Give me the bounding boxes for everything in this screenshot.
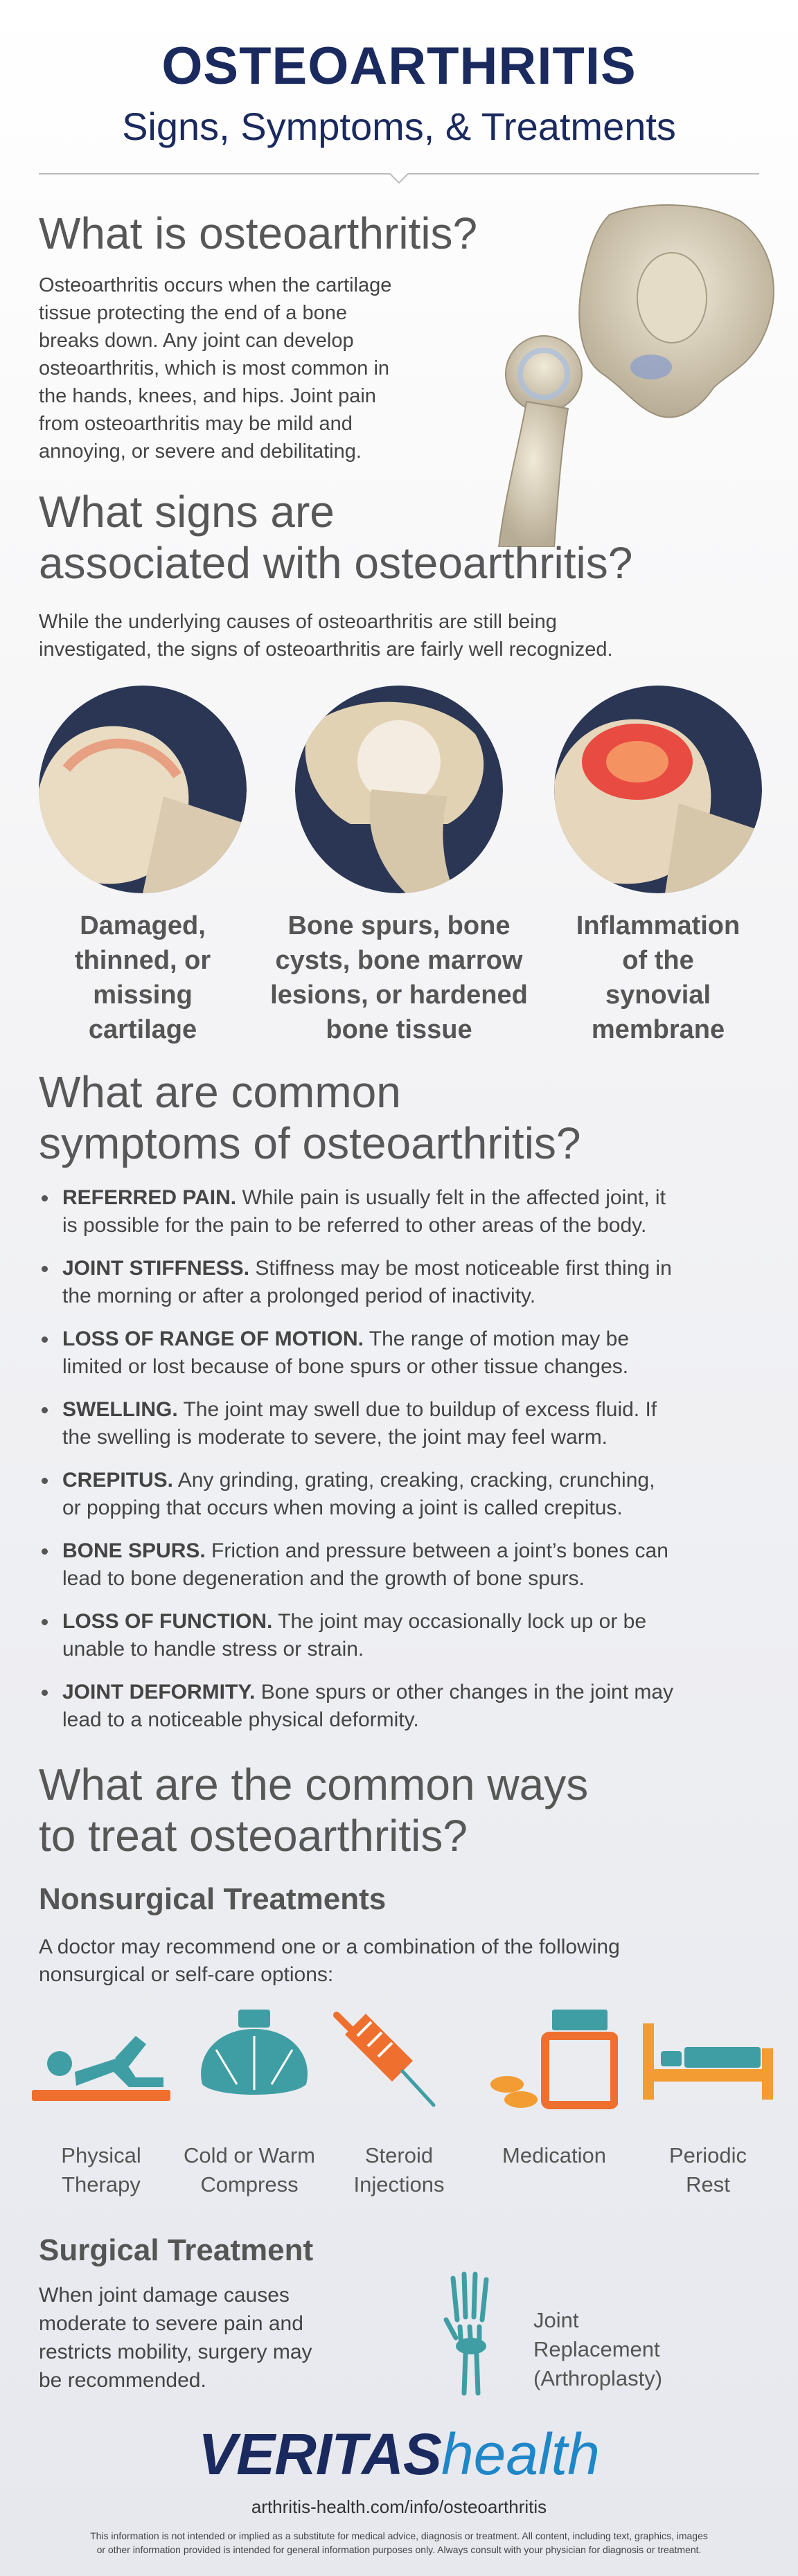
- treatment-label-physical-therapy: Physical Therapy: [61, 2143, 141, 2197]
- symptom-item: CREPITUS. Any grinding, grating, creaking, cracking, crunching, or popping that occurs when moving a joint is called crepitus.: [39, 1467, 773, 1522]
- sign-label-inflammation: Inflammation of the synovial membrane: [576, 911, 741, 1044]
- bone-spurs-image: [295, 686, 503, 893]
- treat-heading-line2: to treat osteoarthritis?: [39, 1811, 468, 1861]
- divider-notch-icon: [389, 173, 409, 193]
- what-is-line: breaks down. Any joint can develop: [39, 330, 354, 352]
- inflammation-image: [554, 686, 762, 893]
- treat-heading-line1: What are the common ways: [39, 1760, 589, 1809]
- disclaimer: This information is not intended or implied as a substitute for medical advice, diagnosis or treatment. All content, including text, graphics, images or other information provided is intended for general information purposes only. Always consult with your physician for diagnosis or treatment.: [90, 2530, 708, 2555]
- treatment-label-injections: Steroid Injections: [353, 2143, 445, 2197]
- veritas-logo: VERITAShealth: [198, 2422, 600, 2487]
- surgical-text: When joint damage causes moderate to severe pain and restricts mobility, surgery may be recommended.: [39, 2284, 312, 2392]
- what-is-line: the hands, knees, and hips. Joint pain: [39, 385, 376, 407]
- hand-skeleton-icon: [443, 2271, 499, 2396]
- sign-label-cartilage: Damaged, thinned, or missing cartilage: [74, 911, 211, 1044]
- nonsurgical-intro-line2: nonsurgical or self-care options:: [39, 1963, 334, 1986]
- surgical-heading: Surgical Treatment: [39, 2233, 314, 2267]
- physical-therapy-icon: [32, 2008, 170, 2105]
- what-is-line: tissue protecting the end of a bone: [39, 302, 347, 324]
- what-is-heading: What is osteoarthritis?: [39, 208, 478, 258]
- symptom-item: REFERRED PAIN. While pain is usually felt in the affected joint, it is possible for the pain to be referred to other areas of the body.: [39, 1184, 773, 1240]
- pill-bottle-icon: [486, 2008, 618, 2112]
- page-title: OSTEOARTHRITIS: [161, 37, 637, 96]
- joint-replacement-label: Joint Replacement (Arthroplasty): [533, 2308, 663, 2390]
- damaged-cartilage-image: [39, 686, 247, 893]
- symptoms-heading-line1: What are common: [39, 1067, 401, 1117]
- what-is-line: annoying, or severe and debilitating.: [39, 440, 362, 463]
- symptom-item: JOINT STIFFNESS. Stiffness may be most noticeable first thing in the morning or after a prolonged period of inactivity.: [39, 1255, 773, 1310]
- symptom-item: LOSS OF FUNCTION. The joint may occasionally lock up or be unable to handle stress or strain.: [39, 1608, 773, 1663]
- symptoms-list: [39, 1184, 773, 1749]
- what-is-line: from osteoarthritis may be mild and: [39, 413, 353, 435]
- sign-label-bone-spurs: Bone spurs, bone cysts, bone marrow lesions, or hardened bone tissue: [270, 911, 528, 1044]
- bed-icon: [640, 2021, 776, 2104]
- symptom-item: BONE SPURS. Friction and pressure between a joint’s bones can lead to bone degeneration and the growth of bone spurs.: [39, 1537, 773, 1593]
- symptom-item: LOSS OF RANGE OF MOTION. The range of motion may be limited or lost because of bone spurs or other tissue changes.: [39, 1325, 773, 1381]
- symptom-item: JOINT DEFORMITY. Bone spurs or other changes in the joint may lead to a noticeable physical deformity.: [39, 1679, 773, 1734]
- signs-heading-line2: associated with osteoarthritis?: [39, 538, 633, 588]
- symptom-item: SWELLING. The joint may swell due to buildup of excess fluid. If the swelling is moderate to severe, the joint may feel warm.: [39, 1396, 773, 1451]
- ice-pack-icon: [188, 2008, 320, 2105]
- treatment-label-compress: Cold or Warm Compress: [183, 2143, 316, 2197]
- treatment-label-rest: Periodic Rest: [669, 2143, 747, 2197]
- signs-intro-line1: While the underlying causes of osteoarthritis are still being: [39, 611, 557, 633]
- what-is-text: [39, 271, 482, 465]
- what-is-line: osteoarthritis, which is most common in: [39, 357, 390, 379]
- nonsurgical-heading: Nonsurgical Treatments: [39, 1882, 387, 1916]
- treatment-label-medication: Medication: [502, 2143, 606, 2167]
- page-subtitle: Signs, Symptoms, & Treatments: [122, 105, 676, 148]
- symptoms-heading-line2: symptoms of osteoarthritis?: [39, 1118, 581, 1168]
- signs-heading-line1: What signs are: [39, 487, 335, 537]
- signs-intro-line2: investigated, the signs of osteoarthritis are fairly well recognized.: [39, 638, 613, 661]
- what-is-line: Osteoarthritis occurs when the cartilage: [39, 274, 392, 296]
- nonsurgical-intro-line1: A doctor may recommend one or a combination of the following: [39, 1935, 620, 1958]
- syringe-icon: [330, 2008, 441, 2112]
- footer-url: arthritis-health.com/info/osteoarthritis: [251, 2496, 547, 2517]
